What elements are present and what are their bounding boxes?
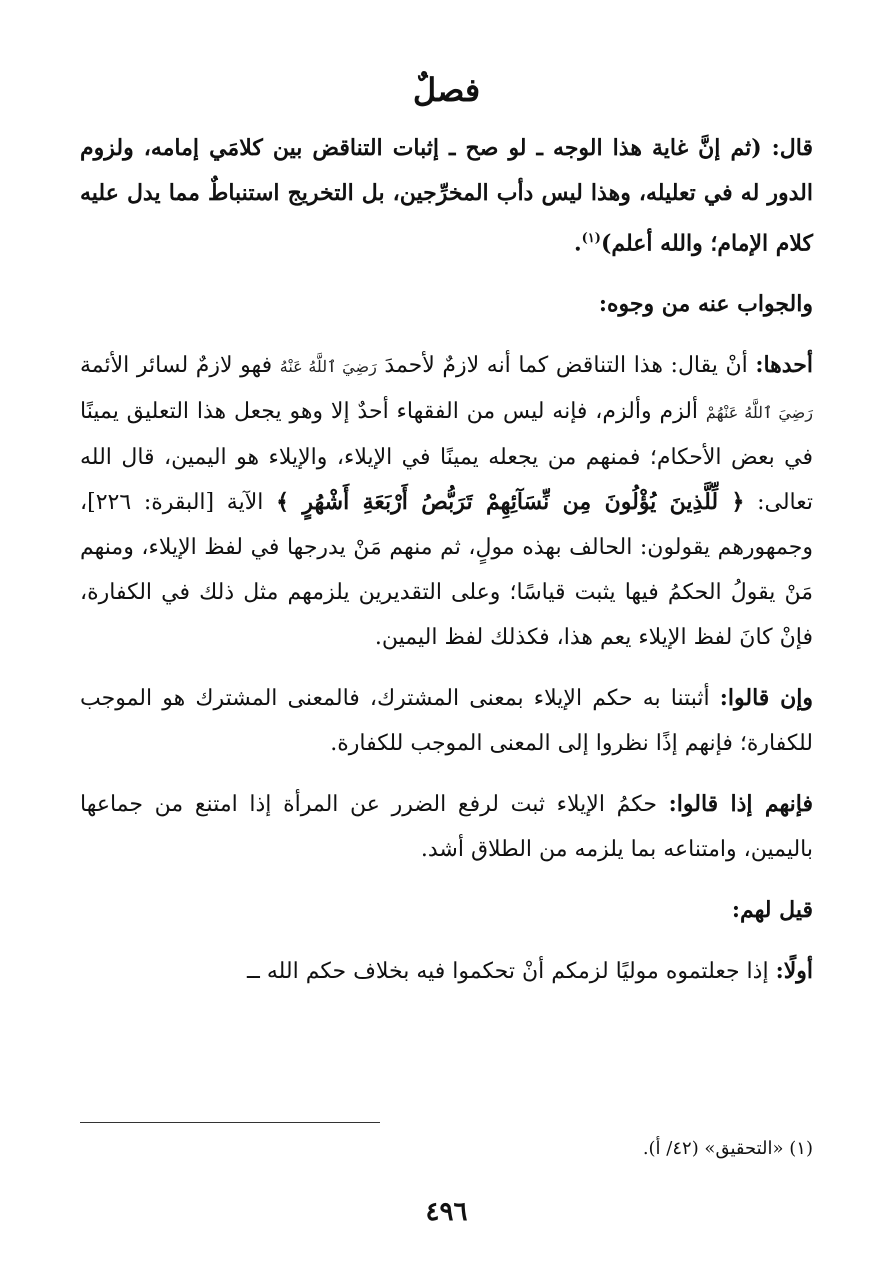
first-aspect-text-2: فهو لازمٌ لسائر الأئمة [80,353,273,379]
honorific-2: رَضِيَ ٱللَّهُ عَنْهُمْ [705,403,813,423]
first-aspect-text-4: الآية [البقرة: ٢٢٦]، وجمهورهم يقولون: الحالف بهذه مولٍ، ثم منهم مَنْ يدرجها في لفظ الإيلاء، ومنهم مَنْ يقولُ الحكمُ فيها يثبت قياسًا؛ وعلى التقديرين يلزمهم مثل ذلك في الكفارة، فإنْ كانَ لفظ الإيلاء يعم هذا، فكذلك لفظ اليمين. [80,490,813,651]
honorific-1: رَضِيَ ٱللَّهُ عَنْهُ [279,357,377,377]
paragraph-firstly [80,949,813,994]
paragraph-quote [80,126,813,266]
footnote-marker[interactable]: (١) [581,231,601,246]
if-they-said-text: أثبتنا به حكم الإيلاء بمعنى المشترك، فالمعنى المشترك هو الموجب للكفارة؛ فإنهم إذًا نظروا إلى المعنى الموجب للكفارة. [80,686,813,757]
if-they-said-lead: وإن قالوا: [719,685,813,712]
footnote-divider [80,1122,380,1123]
paragraph-then-they-said [80,782,813,872]
quote-text: (ثم إنَّ غاية هذا الوجه ـ لو صح ـ إثبات التناقض بين كلامَي إمامه، ولزوم الدور له في تعليله، وهذا ليس دأب المخرِّجين، بل التخريج استنباطٌ مما يدل عليه كلام الإمام؛ والله أعلم) [80,135,813,257]
first-aspect-lead: أحدها: [755,352,814,379]
paragraph-reply-intro: قيل لهم: [731,897,813,924]
section-heading: فصلٌ [412,71,481,109]
quote-end: . [573,230,582,257]
firstly-lead: أولًا: [775,958,813,985]
then-they-said-text: حكمُ الإيلاء ثبت لرفع الضرر عن المرأة إذا امتنع من جماعها باليمين، وامتناعه بما يلزمه من الطلاق أشد. [80,792,813,863]
then-they-said-lead: فإنهم إذا قالوا: [668,791,813,818]
first-aspect-text-3: ألزم وألزم، فإنه ليس من الفقهاء أحدٌ إلا وهو يجعل هذا التعليق يمينًا في بعض الأحكام؛ فمنهم من يجعله يمينًا في الإيلاء، والإيلاء هو اليمين، قال الله تعالى: [80,399,813,516]
quote-lead: قال: [771,135,813,161]
paragraph-if-they-said [80,676,813,766]
first-aspect-text-1: أنْ يقال: هذا التناقض كما أنه لازمٌ لأحمدَ [384,353,748,379]
page-body [80,60,813,1010]
paragraph-first-aspect [80,343,813,660]
paragraph-answer-intro: والجواب عنه من وجوه: [598,291,813,318]
page-number: ٤٩٦ [425,1197,468,1227]
quran-verse: ﴿ لِّلَّذِينَ يُؤْلُونَ مِن نِّسَآئِهِمْ تَرَبُّصُ أَرْبَعَةِ أَشْهُرٍ ﴾ [276,489,745,516]
firstly-text: إذا جعلتموه موليًا لزمكم أنْ تحكموا فيه بخلاف حكم الله ــ [246,959,769,985]
footnote: (١) «التحقيق» (٤٢/ أ). [642,1138,813,1159]
